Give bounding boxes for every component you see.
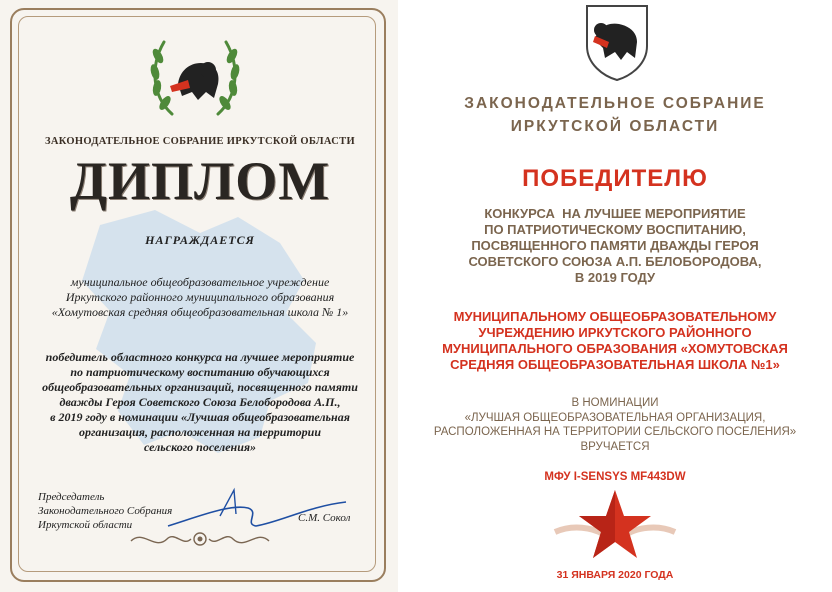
signer-title-line: Иркутской области xyxy=(38,519,133,531)
diploma-recipient xyxy=(45,275,355,320)
nomination-line: РАСПОЛОЖЕННАЯ НА ТЕРРИТОРИИ СЕЛЬСКОГО ПОСЕЛЕНИЯ» xyxy=(433,426,797,438)
letter-recipient-line: СРЕДНЯЯ ОБЩЕОБРАЗОВАТЕЛЬНАЯ ШКОЛА №1» xyxy=(450,357,780,372)
letter-recipient-line: МУНИЦИПАЛЬНОГО ОБРАЗОВАНИЯ «ХОМУТОВСКАЯ xyxy=(442,341,788,356)
diploma-reason-line: дважды Героя Советского Союза Белобородова А.П., xyxy=(59,395,341,409)
diploma-reason-line: сельского поселения» xyxy=(143,440,257,454)
diploma-panel xyxy=(0,0,398,592)
diploma-reason xyxy=(35,350,365,455)
letter-recipient-line: УЧРЕЖДЕНИЮ ИРКУТСКОГО РАЙОННОГО xyxy=(478,325,752,340)
ornament-icon xyxy=(125,527,275,553)
nomination-line: В НОМИНАЦИИ xyxy=(571,397,659,409)
signer-name: С.М. Сокол xyxy=(298,512,351,524)
diploma-recipient-line: «Хомутовская средняя общеобразовательная школа № 1» xyxy=(51,305,349,319)
letter-organization-line: ИРКУТСКОЙ ОБЛАСТИ xyxy=(510,118,720,135)
contest-line: КОНКУРСА НА ЛУЧШЕЕ МЕРОПРИЯТИЕ xyxy=(484,206,746,221)
contest-description xyxy=(415,206,815,286)
diploma-organization: ЗАКОНОДАТЕЛЬНОЕ СОБРАНИЕ ИРКУТСКОЙ ОБЛАСТИ xyxy=(45,136,355,147)
diploma-reason-line: победитель областного конкурса на лучшее мероприятие xyxy=(45,350,355,364)
award-date: 31 ЯНВАРЯ 2020 ГОДА xyxy=(556,569,674,581)
irkutsk-babr-emblem-icon xyxy=(140,26,250,126)
contest-line: СОВЕТСКОГО СОЮЗА А.П. БЕЛОБОРОДОВА, xyxy=(468,254,762,269)
nomination-line: «ЛУЧШАЯ ОБЩЕОБРАЗОВАТЕЛЬНАЯ ОРГАНИЗАЦИЯ, xyxy=(464,411,766,424)
irkutsk-coat-of-arms-icon xyxy=(581,2,653,82)
signer-title-line: Председатель xyxy=(38,491,105,503)
contest-line: ПОСВЯЩЕННОГО ПАМЯТИ ДВАЖДЫ ГЕРОЯ xyxy=(471,238,759,253)
letter-heading: ПОБЕДИТЕЛЮ xyxy=(522,165,708,192)
diploma-reason-line: по патриотическому воспитанию обучающихся xyxy=(70,365,330,379)
diploma-reason-line: организация, расположенная на территории xyxy=(79,425,321,439)
letter-organization-line: ЗАКОНОДАТЕЛЬНОЕ СОБРАНИЕ xyxy=(464,95,766,112)
letter-recipient-line: МУНИЦИПАЛЬНОМУ ОБЩЕОБРАЗОВАТЕЛЬНОМУ xyxy=(453,309,777,324)
awarded-label: НАГРАЖДАЕТСЯ xyxy=(145,233,255,247)
red-star-icon xyxy=(553,488,677,566)
contest-line: ПО ПАТРИОТИЧЕСКОМУ ВОСПИТАНИЮ, xyxy=(484,222,746,237)
diploma-recipient-line: Иркутского районного муниципального образования xyxy=(65,290,335,304)
letter-panel xyxy=(398,0,832,592)
diploma-recipient-line: муниципальное общеобразовательное учреждение xyxy=(70,275,330,289)
diploma-title: ДИПЛОМ xyxy=(69,151,331,211)
letter-recipient xyxy=(410,309,820,373)
prize: МФУ I-SENSYS MF443DW xyxy=(544,471,686,483)
signer-title-line: Законодательного Собрания xyxy=(38,505,173,517)
nomination-line: ВРУЧАЕТСЯ xyxy=(580,440,650,453)
contest-line: В 2019 ГОДУ xyxy=(574,270,656,285)
nomination xyxy=(415,396,815,454)
diploma-reason-line: в 2019 году в номинации «Лучшая общеобразовательная xyxy=(50,410,350,424)
letter-organization xyxy=(415,92,815,138)
diploma-reason-line: общеобразовательных организаций, посвященного памяти xyxy=(42,380,358,394)
